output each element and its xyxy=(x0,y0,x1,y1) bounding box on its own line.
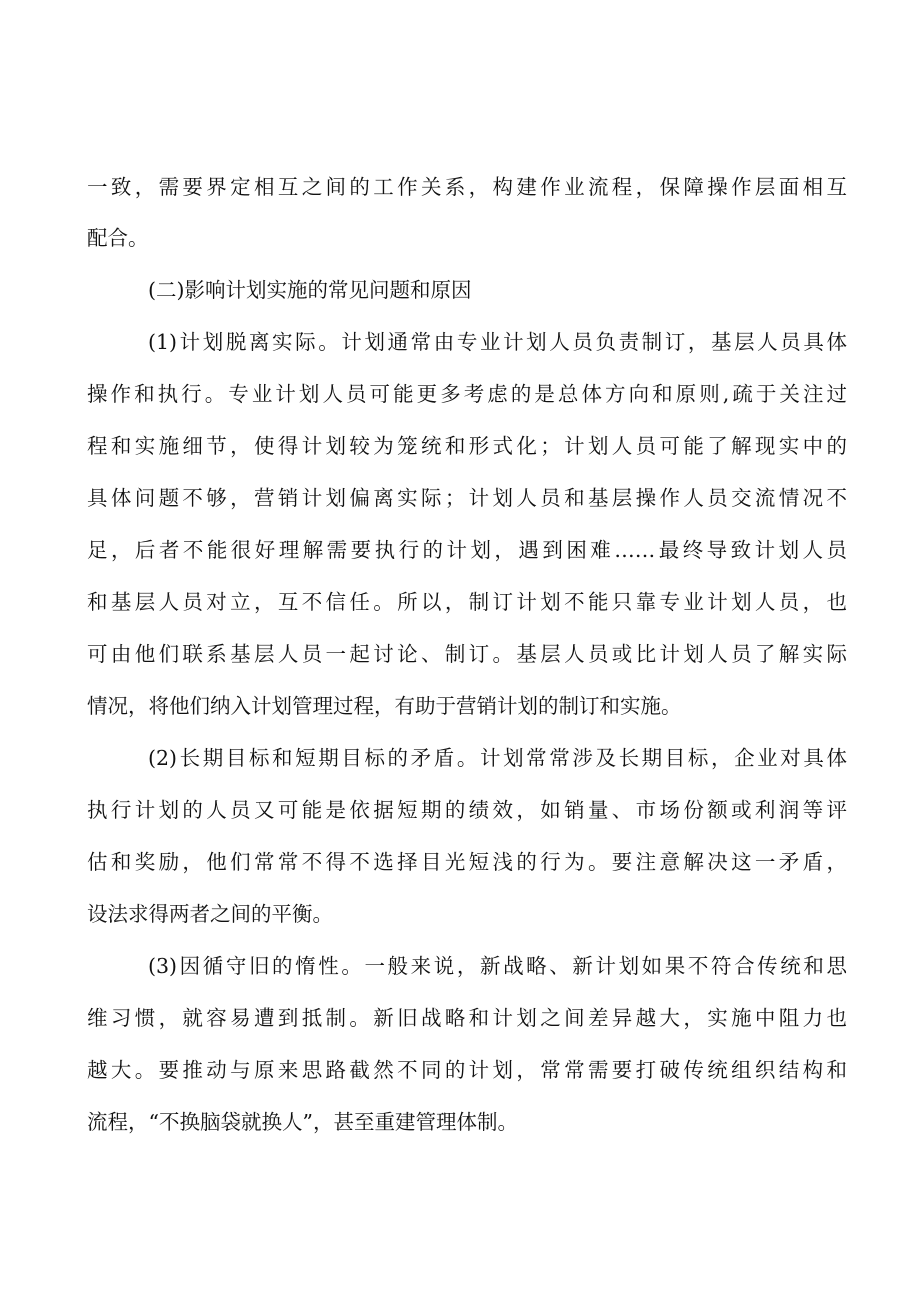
paragraph-line: 可由他们联系基层人员一起讨论、制订。基层人员或比计划人员了解实际 xyxy=(87,642,847,666)
paragraph-line: 维习惯，就容易遭到抵制。新旧战略和计划之间差异越大，实施中阻力也 xyxy=(87,1006,847,1030)
paragraph-line: 具体问题不够，营销计划偏离实际；计划人员和基层操作人员交流情况不 xyxy=(87,486,847,510)
paragraph-line: (2)长期目标和短期目标的矛盾。计划常常涉及长期目标，企业对具体 xyxy=(148,746,847,770)
paragraph-line: (3)因循守旧的惰性。一般来说，新战略、新计划如果不符合传统和思 xyxy=(148,954,847,978)
paragraph-line: 足，后者不能很好理解需要执行的计划，遇到困难……最终导致计划人员 xyxy=(87,538,847,562)
paragraph-line: 和基层人员对立，互不信任。所以，制订计划不能只靠专业计划人员，也 xyxy=(87,590,847,614)
paragraph-line: 一致，需要界定相互之间的工作关系，构建作业流程，保障操作层面相互 xyxy=(87,175,847,199)
paragraph-line: 执行计划的人员又可能是依据短期的绩效，如销量、市场份额或利润等评 xyxy=(87,798,847,822)
paragraph-line: 配合。 xyxy=(87,226,149,250)
paragraph-line: 情况，将他们纳入计划管理过程，有助于营销计划的制订和实施。 xyxy=(87,694,682,718)
paragraph-line: (1)计划脱离实际。计划通常由专业计划人员负责制订，基层人员具体 xyxy=(148,330,847,354)
paragraph-line: 操作和执行。专业计划人员可能更多考虑的是总体方向和原则,疏于关注过 xyxy=(87,382,847,406)
section-heading: (二)影响计划实施的常见问题和原因 xyxy=(148,278,472,302)
paragraph-line: 流程，“不换脑袋就换人”，甚至重建管理体制。 xyxy=(87,1110,518,1134)
paragraph-line: 越大。要推动与原来思路截然不同的计划，常常需要打破传统组织结构和 xyxy=(87,1058,847,1082)
paragraph-line: 设法求得两者之间的平衡。 xyxy=(87,902,333,926)
paragraph-line: 估和奖励，他们常常不得不选择目光短浅的行为。要注意解决这一矛盾， xyxy=(87,850,847,874)
paragraph-line: 程和实施细节，使得计划较为笼统和形式化；计划人员可能了解现实中的 xyxy=(87,434,847,458)
